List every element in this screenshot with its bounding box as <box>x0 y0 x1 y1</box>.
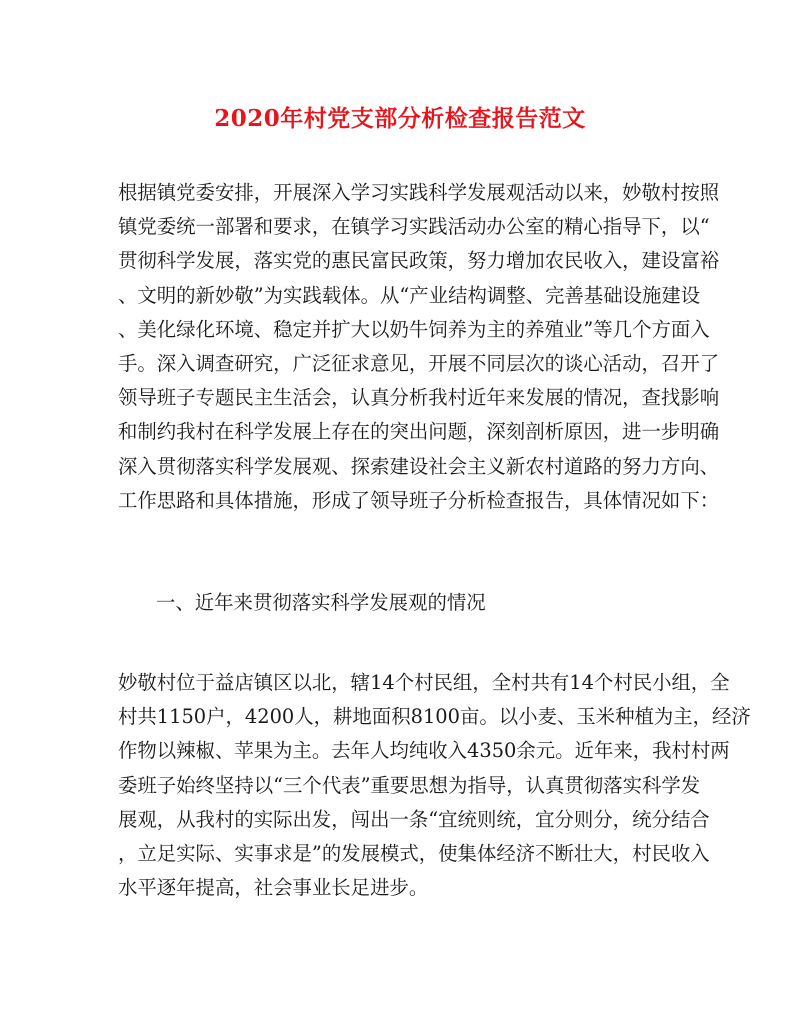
paragraph-line: 作物以辣椒、苹果为主。去年人均纯收入4350余元。近年来，我村村两 <box>118 739 730 763</box>
section-heading: 一、近年来贯彻落实科学发展观的情况 <box>156 591 486 614</box>
paragraph-line: 水平逐年提高，社会事业长足进步。 <box>118 876 429 900</box>
paragraph-line: 手。深入调查研究，广泛征求意见，开展不同层次的谈心活动，召开了 <box>118 352 720 376</box>
paragraph-line: 、美化绿化环境、稳定并扩大以奶牛饲养为主的养殖业”等几个方面入 <box>118 317 710 341</box>
paragraph-line: ，立足实际、实事求是”的发展模式，使集体经济不断壮大，村民收入 <box>118 842 710 866</box>
paragraph-line: 贯彻科学发展，落实党的惠民富民政策，努力增加农民收入，建设富裕 <box>118 249 720 273</box>
paragraph-line: 和制约我村在科学发展上存在的突出问题，深刻剖析原因，进一步明确 <box>118 420 720 444</box>
paragraph-line: 委班子始终坚持以“三个代表”重要思想为指导，认真贯彻落实科学发 <box>118 773 701 797</box>
paragraph-line: 工作思路和具体措施，形成了领导班子分析检查报告，具体情况如下： <box>118 488 720 512</box>
paragraph-line: 领导班子专题民主生活会，认真分析我村近年来发展的情况，查找影响 <box>118 386 720 410</box>
paragraph-line: 深入贯彻落实科学发展观、探索建设社会主义新农村道路的努力方向、 <box>118 454 720 478</box>
paragraph-line: 村共1150户，4200人，耕地面积8100亩。以小麦、玉米种植为主，经济 <box>118 705 751 729</box>
paragraph-line: 根据镇党委安排，开展深入学习实践科学发展观活动以来，妙敬村按照 <box>118 181 720 204</box>
paragraph-line: 镇党委统一部署和要求，在镇学习实践活动办公室的精心指导下，以“ <box>118 215 710 239</box>
paragraph-line: 、文明的新妙敬”为实践载体。从“产业结构调整、完善基础设施建设 <box>118 283 701 307</box>
paragraph-line: 妙敬村位于益店镇区以北，辖14个村民组，全村共有14个村民小组，全 <box>118 671 730 694</box>
village-overview-paragraph <box>118 666 751 905</box>
intro-paragraph <box>118 176 720 518</box>
paragraph-line: 展观，从我村的实际出发，闯出一条“宜统则统，宜分则分，统分结合 <box>118 807 710 831</box>
document-title: 2020年村党支部分析检查报告范文 <box>214 105 586 132</box>
